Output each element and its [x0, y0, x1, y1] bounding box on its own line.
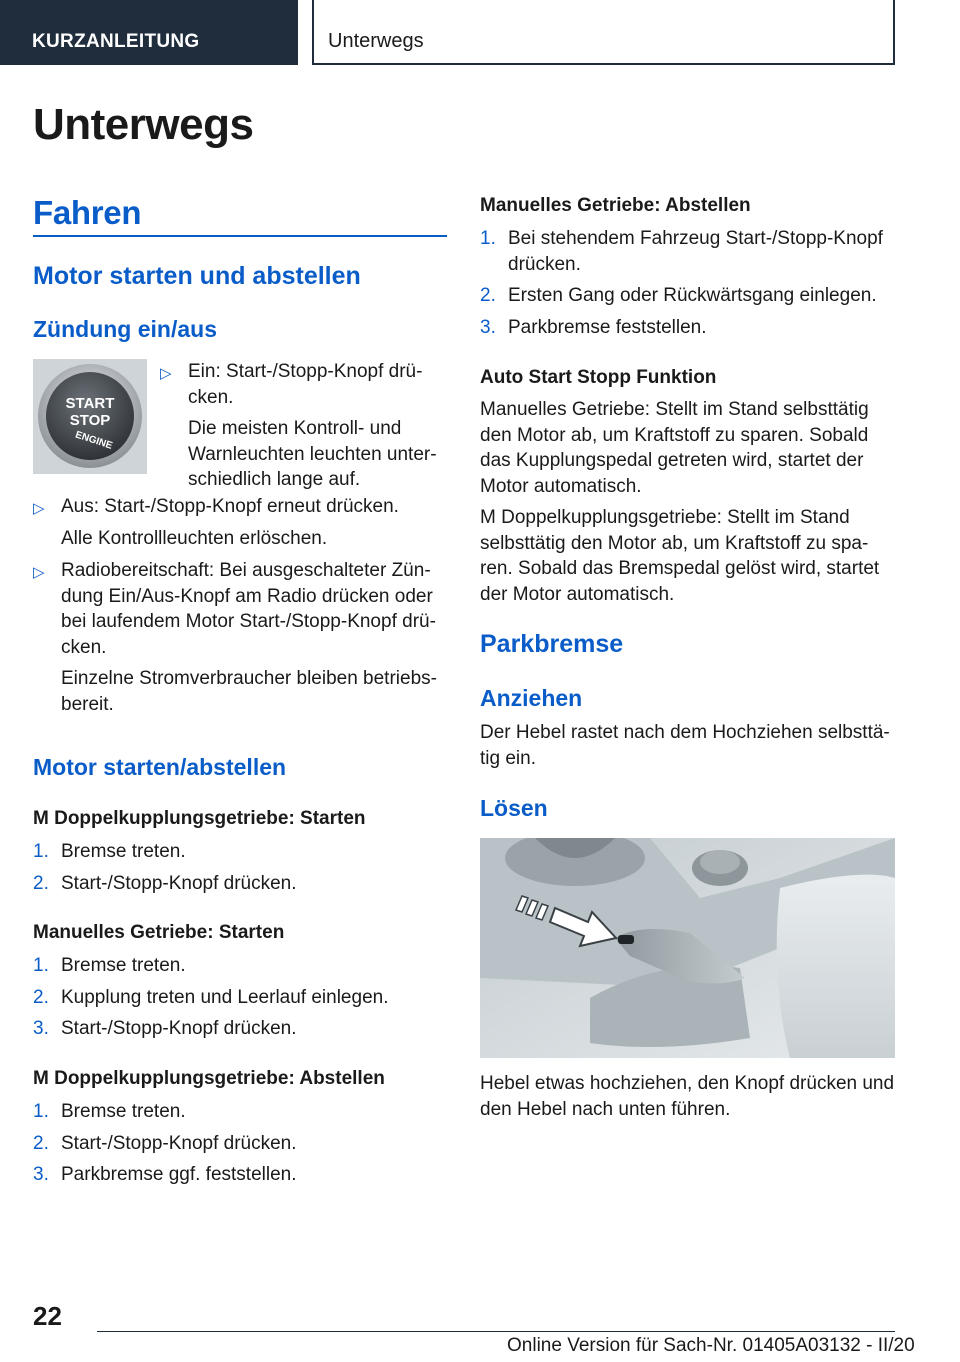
list-item: 2. Kupplung treten und Leerlauf einlegen. [33, 986, 389, 1008]
zuendung-list-rest [33, 494, 447, 724]
heading-zuendung: Zündung ein/aus [33, 316, 217, 342]
page-number: 22 [33, 1301, 62, 1331]
anziehen-text: Der Hebel rastet nach dem Hochziehen selbsttä-tig ein. [480, 722, 890, 769]
footer-divider [97, 1331, 895, 1332]
heading-auto-start-stopp: Auto Start Stopp Funktion [480, 367, 717, 388]
heading-manuell-starten: Manuelles Getriebe: Starten [33, 922, 285, 943]
section-title-fahren: Fahren [33, 194, 142, 231]
start-stop-button-icon [33, 359, 147, 474]
list-item: ▷ Ein: Start-/Stopp-Knopf drü-cken. Die meisten Kontroll- und Warnleuchten leuchten unter-schiedlich lange auf. [160, 361, 437, 490]
list-item: 3. Parkbremse feststellen. [480, 316, 707, 338]
list-item: 1. Bei stehendem Fahrzeug Start-/Stopp-Knopf drücken. [480, 228, 883, 275]
steps-manuell-starten [33, 953, 447, 1048]
list-item: ▷ Radiobereitschaft: Bei ausgeschalteter Zün-dung Ein/Aus-Knopf am Radio drücken oder bei laufendem Motor Start-/Stopp-Knopf drü-cken. Einzelne Stromverbraucher bleiben betriebs-bereit. [33, 560, 437, 715]
heading-motor-starten-abstellen: Motor starten und abstellen [33, 262, 361, 290]
svg-text:STOP: STOP [69, 412, 111, 429]
section-divider [33, 235, 447, 237]
header-chapter-tab: Unterwegs [312, 0, 895, 65]
triangle-bullet-icon: ▷ [33, 564, 45, 581]
triangle-bullet-icon: ▷ [33, 500, 45, 517]
heading-manuell-abstellen: Manuelles Getriebe: Abstellen [480, 195, 751, 216]
list-item: 1. Bremse treten. [33, 955, 186, 976]
zuendung-list-first [160, 359, 447, 500]
list-item: 3. Start-/Stopp-Knopf drücken. [33, 1018, 297, 1039]
handbrake-lever-icon [480, 838, 895, 1058]
list-item: 1. Bremse treten. [33, 841, 186, 862]
steps-m-dkg-abstellen [33, 1099, 447, 1194]
heading-anziehen: Anziehen [480, 685, 583, 711]
page-title: Unterwegs [33, 100, 254, 149]
footer-online-version: Online Version für Sach-Nr. 01405A03132 - II/20 [507, 1335, 915, 1356]
list-item: 2. Start-/Stopp-Knopf drücken. [33, 1132, 297, 1154]
triangle-bullet-icon: ▷ [160, 365, 172, 382]
auto-start-stopp-text-1: Manuelles Getriebe: Stellt im Stand selbsttätig den Motor ab, um Kraftstoff zu sparen. Sobald das Kupplungspedal getreten wird, startet der Motor automatisch. [480, 399, 869, 497]
list-item: 2. Start-/Stopp-Knopf drücken. [33, 872, 297, 894]
parkbremse-image [480, 838, 895, 1058]
steps-manuell-abstellen [480, 226, 895, 346]
heading-m-dkg-starten: M Doppelkupplungsgetriebe: Starten [33, 808, 366, 829]
list-item: 2. Ersten Gang oder Rückwärtsgang einlegen. [480, 285, 877, 306]
heading-motor-starten-abstellen-sub: Motor starten/abstellen [33, 754, 287, 780]
section-title-parkbremse: Parkbremse [480, 630, 624, 658]
header-section-tab: KURZANLEITUNG [0, 0, 298, 65]
list-item: 1. Bremse treten. [33, 1101, 186, 1122]
auto-start-stopp-text-2: M Doppelkupplungsgetriebe: Stellt im Stand selbsttätig den Motor ab, um Kraftstoff zu spa-ren. Sobald das Bremspedal gelöst wird, startet der Motor automatisch. [480, 507, 880, 605]
loesen-caption: Hebel etwas hochziehen, den Knopf drücken und den Hebel nach unten führen. [480, 1073, 895, 1120]
list-item: ▷ Aus: Start-/Stopp-Knopf erneut drücken. Alle Kontrollleuchten erlöschen. [33, 496, 399, 549]
heading-loesen: Lösen [480, 795, 548, 821]
start-stop-button-image [33, 359, 147, 474]
svg-text:START: START [65, 395, 115, 412]
list-item: 3. Parkbremse ggf. feststellen. [33, 1164, 297, 1185]
steps-m-dkg-starten [33, 839, 447, 902]
svg-text:ENGINE: ENGINE [73, 429, 114, 452]
heading-m-dkg-abstellen: M Doppelkupplungsgetriebe: Abstellen [33, 1068, 385, 1089]
